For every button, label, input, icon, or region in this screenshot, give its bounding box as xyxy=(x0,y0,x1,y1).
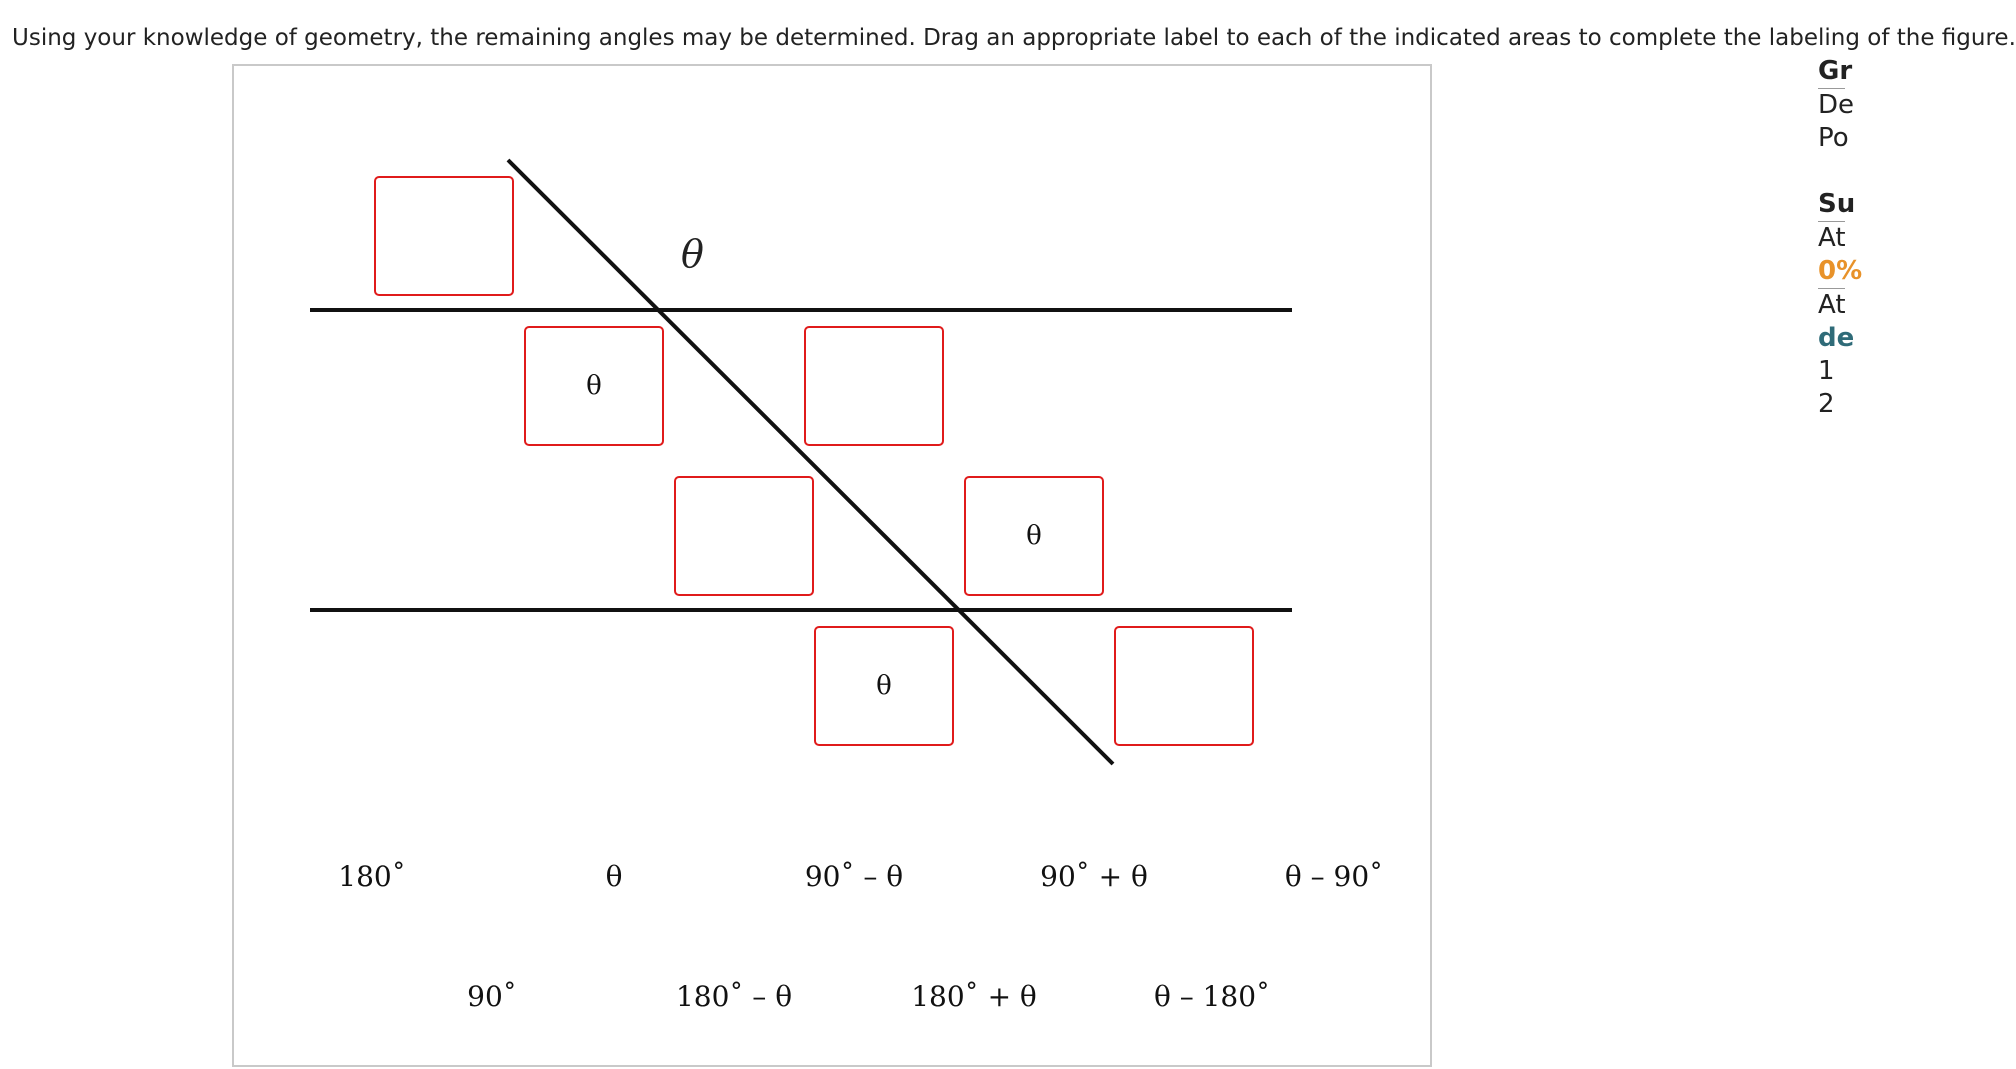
sidebar-text-attempt: At xyxy=(1818,290,1846,320)
draggable-label-90-plus-theta[interactable]: 90˚ + θ xyxy=(1040,860,1148,893)
draggable-label-theta[interactable]: θ xyxy=(605,860,623,893)
sidebar-text-2: Po xyxy=(1818,123,1849,153)
draggable-label-180-minus-theta[interactable]: 180˚ – θ xyxy=(675,980,793,1013)
drop-zone-upper-bottom-right[interactable] xyxy=(804,326,944,446)
sidebar-heading-submission: Su xyxy=(1818,188,1845,222)
sidebar-item-1[interactable]: 1 xyxy=(1818,356,1835,386)
draggable-label-theta-minus-180[interactable]: θ – 180˚ xyxy=(1153,980,1271,1013)
sidebar-link-details[interactable]: de xyxy=(1818,323,1855,353)
draggable-label-180-plus-theta[interactable]: 180˚ + θ xyxy=(911,980,1037,1013)
question-instruction: Using your knowledge of geometry, the remaining angles may be determined. Drag an appropriate label to each of the indicated areas to complete the labeling of the figure. xyxy=(12,25,2016,51)
drop-zone-lower-bottom-left[interactable]: θ xyxy=(814,626,954,746)
drop-zone-upper-bottom-left[interactable]: θ xyxy=(524,326,664,446)
grading-sidebar xyxy=(1818,55,1863,421)
draggable-label-90-minus-theta[interactable]: 90˚ – θ xyxy=(804,860,904,893)
drop-zone-top-left[interactable] xyxy=(374,176,514,296)
draggable-label-theta-minus-90[interactable]: θ – 90˚ xyxy=(1284,860,1384,893)
draggable-label-90[interactable]: 90˚ xyxy=(467,980,517,1013)
sidebar-text-attempts: At xyxy=(1818,223,1846,253)
sidebar-text-1: De xyxy=(1818,90,1855,120)
drop-zone-lower-bottom-right[interactable] xyxy=(1114,626,1254,746)
drag-drop-panel xyxy=(232,64,1432,1067)
given-angle-theta: θ xyxy=(681,232,704,276)
sidebar-spacer xyxy=(1818,155,1845,188)
draggable-label-180[interactable]: 180˚ xyxy=(338,860,406,893)
drop-zone-lower-top-right[interactable]: θ xyxy=(964,476,1104,596)
sidebar-item-2[interactable]: 2 xyxy=(1818,389,1835,419)
drop-zone-lower-top-left[interactable] xyxy=(674,476,814,596)
transversal-line xyxy=(508,160,1113,764)
sidebar-heading-grade: Gr xyxy=(1818,55,1845,89)
sidebar-score-percent: 0% xyxy=(1818,255,1845,289)
